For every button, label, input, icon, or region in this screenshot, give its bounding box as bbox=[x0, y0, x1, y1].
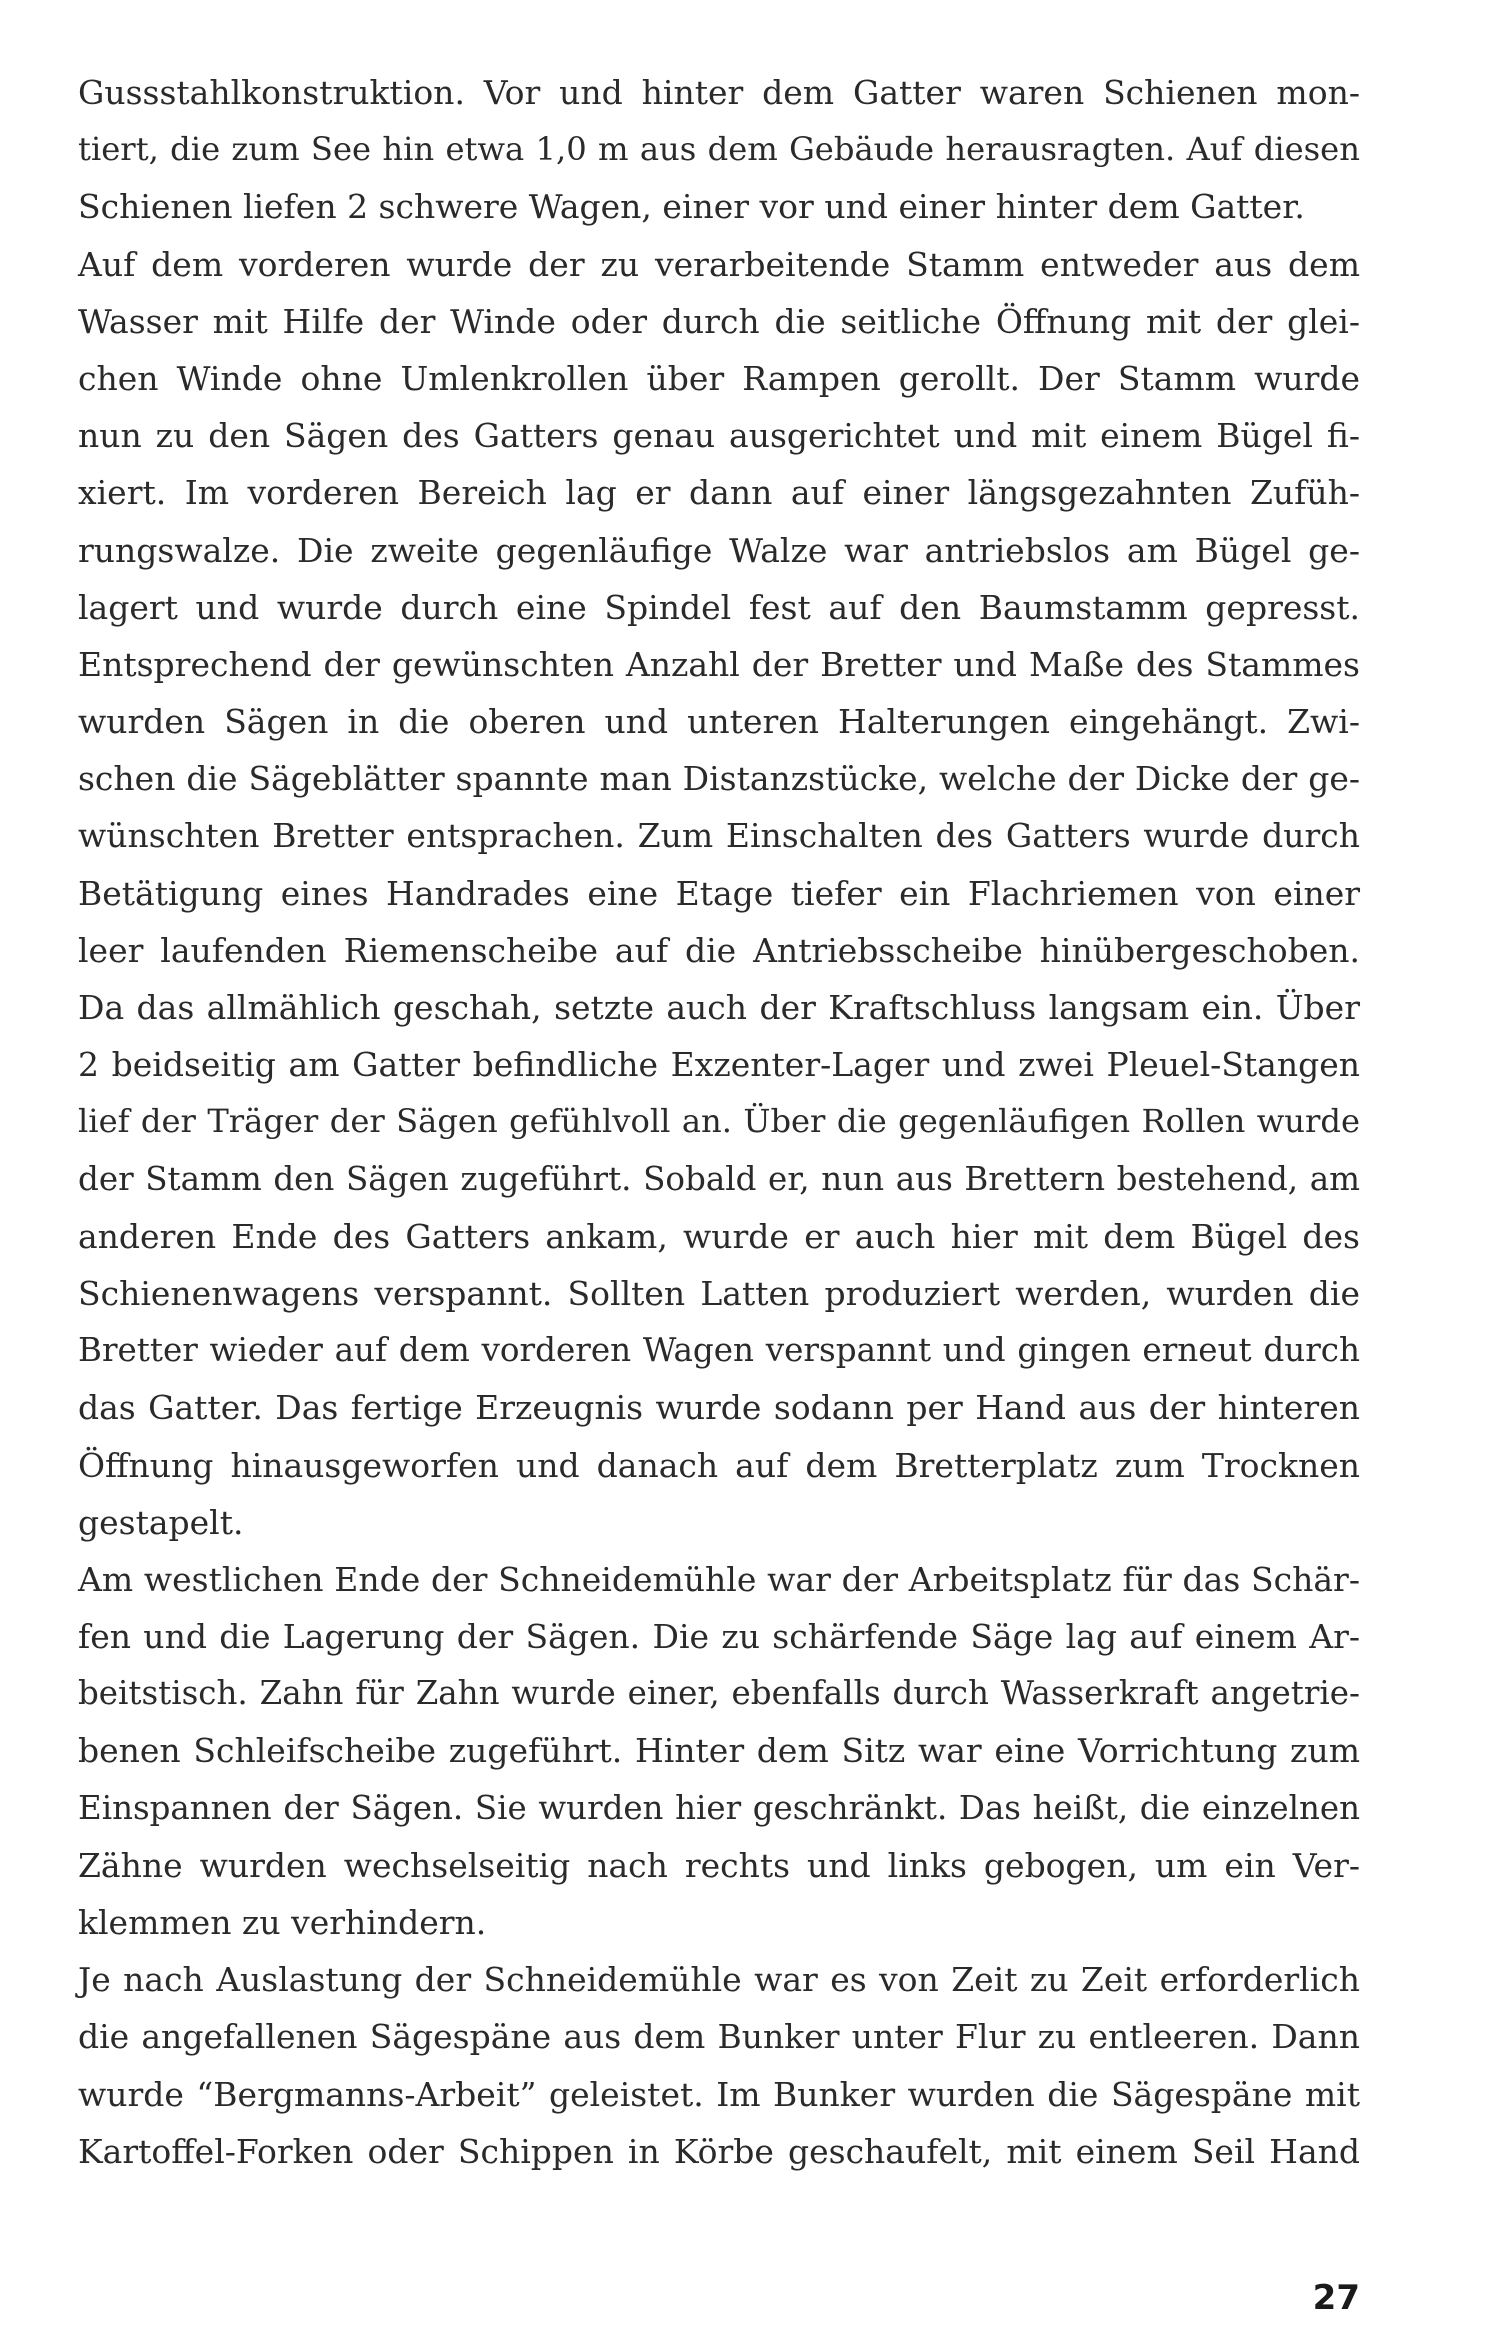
page-number: 27 bbox=[1312, 2278, 1360, 2318]
text-line: lief der Träger der Sägen gefühlvoll an. Über die gegenläufigen Rollen wurde bbox=[78, 1102, 1360, 1141]
text-line: Gussstahlkonstruktion. Vor und hinter dem Gatter waren Schienen mon- bbox=[78, 73, 1360, 112]
text-line: leer laufenden Riemenscheibe auf die Antriebsscheibe hinübergeschoben. bbox=[78, 930, 1360, 970]
text-line: Schienenwagens verspannt. Sollten Latten produziert werden, wurden die bbox=[78, 1273, 1360, 1313]
body-text bbox=[78, 64, 1360, 2180]
paragraph bbox=[78, 1951, 1360, 2180]
text-line: Da das allmählich geschah, setzte auch der Kraftschluss langsam ein. Über bbox=[78, 988, 1360, 1027]
text-line: das Gatter. Das fertige Erzeugnis wurde sodann per Hand aus der hinteren bbox=[78, 1388, 1360, 1428]
text-line: die angefallenen Sägespäne aus dem Bunker unter Flur zu entleeren. Dann bbox=[78, 2017, 1360, 2057]
text-line: Einspannen der Sägen. Sie wurden hier geschränkt. Das heißt, die einzelnen bbox=[78, 1788, 1360, 1827]
text-line: gestapelt. bbox=[78, 1502, 244, 1542]
text-line: anderen Ende des Gatters ankam, wurde er auch hier mit dem Bügel des bbox=[78, 1216, 1360, 1256]
text-line: klemmen zu verhindern. bbox=[78, 1903, 487, 1942]
text-line: Zähne wurden wechselseitig nach rechts und links gebogen, um ein Ver- bbox=[78, 1845, 1360, 1885]
text-line: der Stamm den Sägen zugeführt. Sobald er, nun aus Brettern bestehend, am bbox=[78, 1159, 1360, 1198]
paragraph bbox=[78, 64, 1360, 236]
text-line: lagert und wurde durch eine Spindel fest auf den Baumstamm gepresst. bbox=[78, 587, 1360, 627]
text-line: beitstisch. Zahn für Zahn wurde einer, ebenfalls durch Wasserkraft angetrie- bbox=[78, 1674, 1360, 1713]
text-line: wurden Sägen in die oberen und unteren Halterungen eingehängt. Zwi- bbox=[78, 702, 1360, 742]
text-line: rungswalze. Die zweite gegenläufige Walze war antriebslos am Bügel ge- bbox=[78, 530, 1360, 570]
text-line: tiert, die zum See hin etwa 1,0 m aus dem Gebäude herausragten. Auf diesen bbox=[78, 130, 1360, 169]
text-line: Schienen liefen 2 schwere Wagen, einer vor und einer hinter dem Gatter. bbox=[78, 187, 1305, 227]
text-line: wünschten Bretter entsprachen. Zum Einschalten des Gatters wurde durch bbox=[78, 816, 1360, 856]
text-line: benen Schleifscheibe zugeführt. Hinter dem Sitz war eine Vorrichtung zum bbox=[78, 1731, 1360, 1771]
text-line: Bretter wieder auf dem vorderen Wagen verspannt und gingen erneut durch bbox=[78, 1331, 1360, 1370]
text-line: fen und die Lagerung der Sägen. Die zu schärfende Säge lag auf einem Ar- bbox=[78, 1617, 1360, 1657]
text-line: 2 beidseitig am Gatter befindliche Exzenter-Lager und zwei Pleuel-Stangen bbox=[78, 1045, 1360, 1085]
text-line: Kartoffel-Forken oder Schippen in Körbe geschaufelt, mit einem Seil Hand bbox=[78, 2131, 1360, 2171]
text-line: Je nach Auslastung der Schneidemühle war es von Zeit zu Zeit erforderlich bbox=[78, 1960, 1360, 2000]
paragraph bbox=[78, 236, 1360, 1551]
text-line: nun zu den Sägen des Gatters genau ausgerichtet und mit einem Bügel fi- bbox=[78, 416, 1360, 456]
paragraph bbox=[78, 1551, 1360, 1951]
text-line: Auf dem vorderen wurde der zu verarbeitende Stamm entweder aus dem bbox=[78, 244, 1360, 284]
text-line: Entsprechend der gewünschten Anzahl der Bretter und Maße des Stammes bbox=[78, 644, 1360, 684]
text-line: Betätigung eines Handrades eine Etage tiefer ein Flachriemen von einer bbox=[78, 873, 1360, 913]
text-line: Wasser mit Hilfe der Winde oder durch die seitliche Öffnung mit der glei- bbox=[78, 301, 1360, 341]
text-line: Öffnung hinausgeworfen und danach auf dem Bretterplatz zum Trocknen bbox=[78, 1445, 1360, 1485]
text-line: Am westlichen Ende der Schneidemühle war der Arbeitsplatz für das Schär- bbox=[78, 1559, 1360, 1599]
text-line: chen Winde ohne Umlenkrollen über Rampen gerollt. Der Stamm wurde bbox=[78, 358, 1360, 398]
text-line: xiert. Im vorderen Bereich lag er dann auf einer längsgezahnten Zufüh- bbox=[78, 473, 1360, 513]
text-line: schen die Sägeblätter spannte man Distanzstücke, welche der Dicke der ge- bbox=[78, 759, 1360, 799]
text-line: wurde “Bergmanns-Arbeit” geleistet. Im Bunker wurden die Sägespäne mit bbox=[78, 2074, 1360, 2114]
